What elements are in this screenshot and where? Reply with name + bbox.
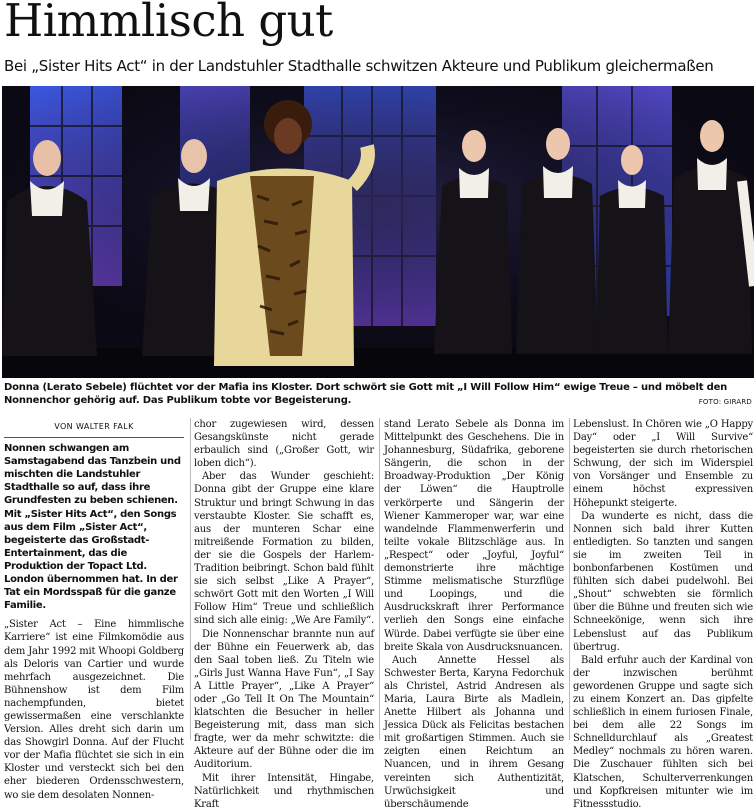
paragraph: stand Lerato Sebele als Donna im Mittelpunkt des Geschehens. Die in Johannesburg, Südafrika, geborene Sängerin, die schon in der Broadway-Produktion „Der König der Löwen“ die Hauptrolle verkörperte und Sängerin der Wiener Kammeroper war, war eine wandelnde Flammenwerferin und teilte vokale Blitzschläge aus. In „Respect“ oder „Joyful, Joyful“ demonstrierte ihre mächtige Stimme melismatische Sturzflüge und Loopings, und die Ausdruckskraft ihrer Performance verlieh den Songs eine einfache Würde. Dabei verfügte sie über eine breite Skala von Ausdrucksnuancen. [384,419,564,653]
article-lead: Nonnen schwangen am Samstagabend das Tanzbein und mischten die Landstuhler Stadthalle so auf, dass ihre Grundfesten zu beben schienen. Mit „Sister Hits Act“, den Songs aus dem Film „Sister Act“, begeisterte das Großstadt-Entertainment, das die Produktion der Topact Ltd. London übernommen hat. In der Tat ein Mordsspaß für die ganze Familie. [4,443,181,612]
paragraph: „Sister Act – Eine himmlische Karriere“ ist eine Filmkomödie aus dem Jahr 1992 mit Whoopi Goldberg als Deloris van Cartier und wurde mehrfach ausgezeichnet. Die Bühnenshow ist dem Film nachempfunden, bietet gewissermaßen eine verschlankte Version. Alles dreht sich darin um das Showgirl Donna. Auf der Flucht vor der Mafia flüchtet sie sich in ein Kloster und versteckt sich bei den eher biederen Ordensschwestern, wo sie dem desolaten Nonnen- [4,619,184,801]
paragraph: Aber das Wunder geschieht: Donna gibt der Gruppe eine klare Struktur und bringt Schwung in das verstaubte Kloster. Sie schafft es, aus der munteren Schar eine mitreißende Formation zu bilden, der sie die Gospels der Harlem-Tradition beibringt. Schon bald fühlt sie sich selbst „Like A Prayer“, schwört Gott mit den Worten „I Will Follow Him“ Treue und schließlich sind sich alle einig: „We Are Family“. [194,471,374,627]
column-4 [573,418,753,811]
paragraph: Da wunderte es nicht, dass die Nonnen sich bald ihrer Kutten entledigten. So tanzten und sangen sie im zweiten Teil in bonbonfarbenen Kostümen und fühlten sich dabei pudelwohl. Bei „Shout“ schwebten sie förmlich über die Bühne und freuten sich wie Schneekönige, wenn sich ihre Lebenslust auf das Publikum übertrug. [573,510,753,653]
column-3 [384,418,564,811]
column-divider [569,418,570,740]
photo-caption: Donna (Lerato Sebele) flüchtet vor der Mafia ins Kloster. Dort schwört sie Gott mit „I Will Follow Him“ ewige Treue – und möbelt den Nonnenchor gehörig auf. Das Publikum tobte vor Begeisterung. [4,382,728,406]
paragraph: Lebenslust. In Chören wie „O Happy Day“ oder „I Will Survive“ begeisterten sie durch rhetorischen Schwung, der sich im Widerspiel von Vorsänger und Ensemble zu einem höchst expressiven Höhepunkt steigerte. [573,419,753,509]
paragraph: Mit ihrer Intensität, Hingabe, Natürlichkeit und rhythmischen Kraft [194,772,374,810]
photo-credit: FOTO: GIRARD [698,398,752,406]
paragraph: chor zugewiesen wird, dessen Gesangskünste nicht gerade erbaulich sind („Großer Gott, wir loben dich“). [194,419,374,470]
stage-photo-illustration [2,86,754,378]
column-2 [194,418,374,811]
author-byline: VON WALTER FALK [4,418,184,438]
paragraph: Auch Annette Hessel als Schwester Berta, Karyna Fedorchuk als Christel, Astrid Andresen als Maria, Laura Birte als Madlein, Anette Hilbert als Johanna und Jessica Dück als Felicitas bestachen mit großartigen Stimmen. Auch sie zeigten einen Reichtum an Nuancen, und in ihrem Gesang vereinten sich Authentizität, Urwüchsigkeit und überschäumende [384,654,564,810]
column-divider [190,418,191,740]
column-1 [4,418,184,802]
stage-photo [2,86,754,378]
paragraph: Bald erfuhr auch der Kardinal von der inzwischen berühmt gewordenen Gruppe und sagte sich zu einem Konzert an. Das gipfelte schließlich in einem furiosen Finale, bei dem alle 22 Songs im Schnelldurchlauf als „Greatest Medley“ nochmals zu hören waren. Die Zuschauer fühlten sich bei Klatschen, Schulterverrenkungen und Kopfkreisen mitunter wie im Fitnessstudio. [573,654,753,810]
column-divider [379,418,380,740]
subheadline: Bei „Sister Hits Act“ in der Landstuhler Stadthalle schwitzen Akteure und Publikum gleichermaßen [4,57,714,75]
paragraph: Die Nonnenschar brannte nun auf der Bühne ein Feuerwerk ab, das den Saal toben ließ. Zu Titeln wie „Girls Just Wanna Have Fun“, „I Say A Little Prayer“, „Like A Prayer“ oder „Go Tell It On The Mountain“ klatschten die Besucher in heller Begeisterung mit, dass man sich fragte, wer da mehr schwitzte: die Akteure auf der Bühne oder die im Auditorium. [194,628,374,771]
headline: Himmlisch gut [4,0,333,47]
